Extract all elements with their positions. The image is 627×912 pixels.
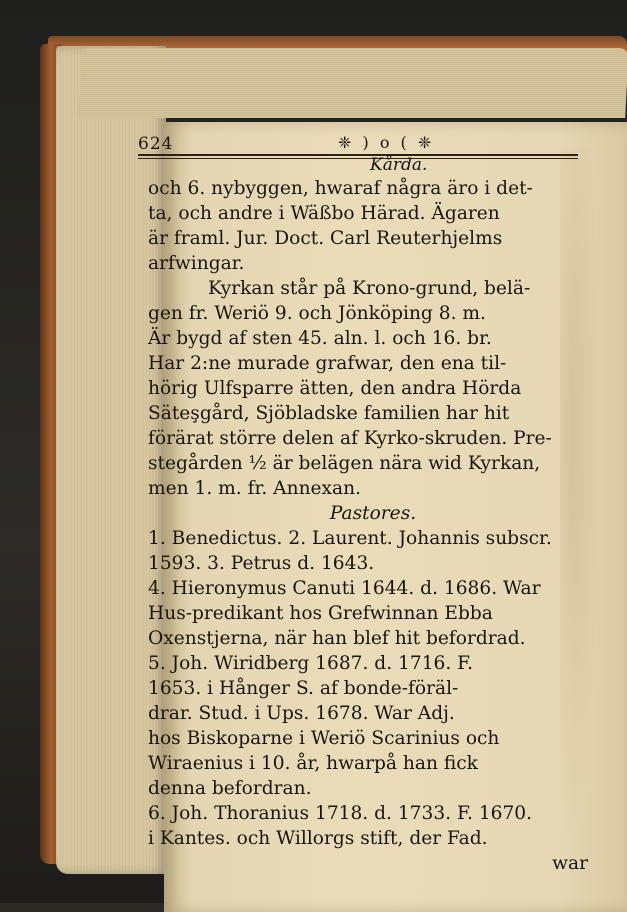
text-line: 4. Hieronymus Canuti 1644. d. 1686. War [148,578,541,599]
page-number: 624 [138,134,174,154]
text-line: Har 2:ne murade grafwar, den ena til- [148,353,507,374]
text-line: men 1. m. fr. Annexan. [148,478,362,499]
text-line: Wiraenius i 10. år, hwarpå han fick [148,753,478,774]
text-line: är framl. Jur. Doct. Carl Reuterhjelms [148,228,503,249]
page-text [138,80,604,874]
running-head: Kårda. [370,155,428,175]
text-line: i Kantes. och Willorgs stift, der Fad. [148,828,488,849]
text-line: arfwingar. [148,253,245,274]
text-line: hörig Ulfsparre ätten, den andra Hörda [148,378,522,399]
header-ornament: ❈ ) o ( ❈ [338,133,435,152]
text-line: gen fr. Weriö 9. och Jönköping 8. m. [148,303,486,324]
text-line: och 6. nybyggen, hwaraf några äro i det- [148,178,533,199]
text-line: 1593. 3. Petrus d. 1643. [148,553,375,574]
section-heading: Pastores. [329,503,417,524]
text-line: Är bygd af sten 45. aln. l. och 16. br. [148,328,492,349]
page-header [138,134,594,158]
catchword: war [552,853,588,874]
text-line: stegården ½ är belägen nära wid Kyrkan, [148,453,541,474]
text-line: förärat större delen af Kyrko-skruden. Pre- [148,428,552,449]
text-line: Kyrkan står på Krono-grund, belä- [208,278,531,299]
text-line: drar. Stud. i Ups. 1678. War Adj. [148,703,455,724]
header-rule [138,154,578,156]
text-line: 6. Joh. Thoranius 1718. d. 1733. F. 1670. [148,803,533,824]
text-line: 1. Benedictus. 2. Laurent. Johannis subscr. [148,528,552,549]
text-line: Säteşgård, Sjöbladske familien har hit [148,403,510,424]
text-line: Hus-predikant hos Grefwinnan Ebba [148,603,493,624]
text-line: 1653. i Hånger S. af bonde-föräl- [148,678,459,699]
text-line: Oxenstjerna, när han blef hit befordrad. [148,628,526,649]
text-line: denna befordran. [148,778,312,799]
header-rule-thin [138,158,578,159]
text-line: ta, och andre i Wäßbo Härad. Ägaren [148,203,500,224]
body-text [148,176,598,876]
text-line: 5. Joh. Wiridberg 1687. d. 1716. F. [148,653,474,674]
text-line: hos Biskoparne i Weriö Scarinius och [148,728,500,749]
